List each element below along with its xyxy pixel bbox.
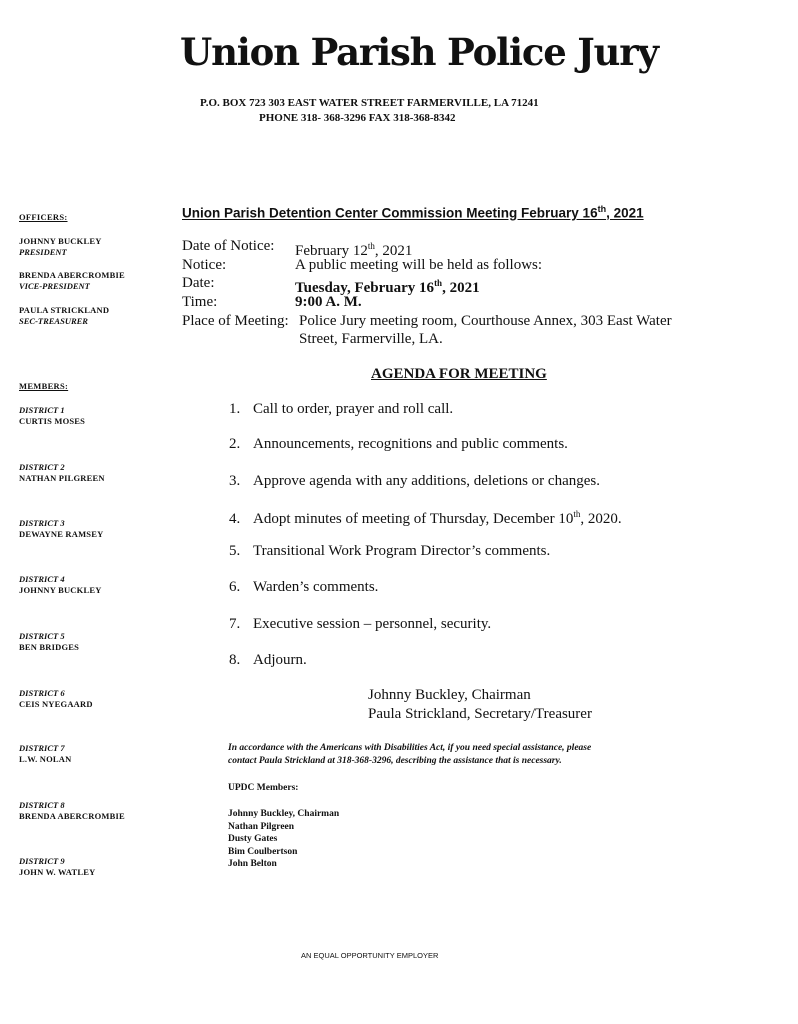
member-name: BRENDA ABERCROMBIE: [19, 811, 125, 821]
agenda-item-number: 6.: [229, 579, 241, 595]
agenda-item-text-end: , 2020.: [580, 511, 622, 527]
updc-member-list: [228, 808, 339, 871]
agenda-item-number: 1.: [229, 401, 241, 417]
agenda-heading: AGENDA FOR MEETING: [371, 366, 547, 382]
date-of-notice-label: Date of Notice:: [182, 238, 275, 254]
agenda-item-number: 2.: [229, 436, 241, 452]
date-of-notice-main: February 12: [295, 243, 368, 259]
agenda-item: [229, 543, 550, 560]
agenda-item-text: Approve agenda with any additions, deletions or changes.: [253, 473, 600, 489]
agenda-item-text: Executive session – personnel, security.: [253, 616, 492, 632]
member-district-7: [19, 743, 71, 765]
updc-member: Johnny Buckley, Chairman: [228, 809, 340, 819]
member-name: DEWAYNE RAMSEY: [19, 529, 104, 539]
member-district-5: [19, 631, 79, 653]
agenda-item: [229, 616, 491, 633]
meeting-title: [182, 204, 644, 221]
officer-sec-treasurer: [19, 305, 109, 327]
agenda-item-number: 4.: [229, 511, 241, 527]
district-label: DISTRICT 6: [19, 688, 65, 698]
updc-member: Bim Coulbertson: [228, 846, 298, 857]
date-of-notice-end: , 2021: [374, 243, 413, 259]
member-name: BEN BRIDGES: [19, 642, 80, 652]
date-sup: th: [434, 278, 443, 288]
agenda-item: [229, 401, 453, 418]
member-name: CURTIS MOSES: [19, 416, 86, 426]
district-label: DISTRICT 8: [19, 800, 65, 810]
member-district-6: [19, 688, 93, 710]
ada-notice-line-1: In accordance with the Americans with Disabilities Act, if you need special assistance, please: [228, 743, 592, 753]
agenda-item-text: Announcements, recognitions and public comments.: [253, 436, 568, 452]
time-label: Time:: [182, 294, 218, 310]
time-value: 9:00 A. M.: [295, 294, 362, 310]
district-label: DISTRICT 5: [19, 631, 65, 641]
officer-role: PRESIDENT: [19, 247, 67, 257]
district-label: DISTRICT 7: [19, 743, 65, 753]
signature-chairman: Johnny Buckley, Chairman: [368, 687, 531, 703]
agenda-item: [229, 436, 568, 453]
updc-member: Nathan Pilgreen: [228, 821, 295, 832]
updc-member: John Belton: [228, 859, 277, 869]
agenda-item-text: Adjourn.: [253, 652, 307, 668]
date-label: Date:: [182, 275, 215, 291]
agenda-item-text: Call to order, prayer and roll call.: [253, 401, 454, 417]
district-label: DISTRICT 1: [19, 405, 65, 415]
signature-secretary: Paula Strickland, Secretary/Treasurer: [368, 706, 592, 722]
member-district-8: [19, 800, 125, 822]
place-line-2: Street, Farmerville, LA.: [299, 331, 443, 347]
agenda-item-number: 3.: [229, 473, 241, 489]
officer-president: [19, 236, 102, 258]
agenda-item: [229, 473, 600, 490]
updc-heading: UPDC Members:: [228, 783, 299, 793]
updc-member: Dusty Gates: [228, 834, 278, 844]
district-label: DISTRICT 9: [19, 856, 65, 866]
footer-equal-opportunity: AN EQUAL OPPORTUNITY EMPLOYER: [301, 951, 439, 960]
district-label: DISTRICT 2: [19, 462, 65, 472]
letterhead-phone: PHONE 318- 368-3296 FAX 318-368-8342: [259, 112, 456, 124]
agenda-item-sup: th: [573, 509, 581, 519]
meeting-title-main: Union Parish Detention Center Commission Meeting February 16: [182, 205, 598, 221]
officers-heading: OFFICERS:: [19, 212, 68, 222]
agenda-item-number: 5.: [229, 543, 241, 559]
member-name: JOHNNY BUCKLEY: [19, 585, 102, 595]
member-name: L.W. NOLAN: [19, 754, 72, 764]
member-name: NATHAN PILGREEN: [19, 473, 105, 483]
agenda-item-number: 7.: [229, 616, 241, 632]
officer-vice-president: [19, 270, 125, 292]
member-name: CEIS NYEGAARD: [19, 699, 93, 709]
district-label: DISTRICT 4: [19, 574, 65, 584]
place-label: Place of Meeting:: [182, 313, 289, 329]
meeting-title-sup: th: [597, 204, 607, 214]
date-end: , 2021: [442, 280, 480, 296]
ada-notice-line-2: contact Paula Strickland at 318-368-3296, describing the assistance that is necessary.: [228, 756, 562, 766]
member-district-9: [19, 856, 95, 878]
agenda-item: [229, 509, 622, 528]
officer-name: JOHNNY BUCKLEY: [19, 236, 102, 246]
date-of-notice-sup: th: [367, 241, 375, 251]
officer-name: PAULA STRICKLAND: [19, 305, 110, 315]
member-district-2: [19, 462, 105, 484]
officer-role: SEC-TREASURER: [19, 316, 88, 326]
agenda-item: [229, 652, 307, 669]
letterhead-address: P.O. BOX 723 303 EAST WATER STREET FARMERVILLE, LA 71241: [200, 97, 539, 109]
member-district-1: [19, 405, 85, 427]
members-heading: MEMBERS:: [19, 381, 69, 391]
member-district-4: [19, 574, 102, 596]
agenda-item-text: Warden’s comments.: [253, 579, 379, 595]
agenda-item-text: Transitional Work Program Director’s comments.: [253, 543, 551, 559]
district-label: DISTRICT 3: [19, 518, 65, 528]
agenda-item-text: Adopt minutes of meeting of Thursday, December 10: [253, 511, 574, 527]
notice-value: A public meeting will be held as follows:: [295, 257, 543, 273]
place-line-1: Police Jury meeting room, Courthouse Annex, 303 East Water: [299, 313, 672, 329]
date-main: Tuesday, February 16: [295, 280, 435, 296]
meeting-title-end: , 2021: [606, 205, 644, 221]
member-name: JOHN W. WATLEY: [19, 867, 96, 877]
notice-label: Notice:: [182, 257, 227, 273]
officer-role: VICE-PRESIDENT: [19, 281, 90, 291]
letterhead-title: Union Parish Police Jury: [180, 30, 658, 74]
agenda-item-number: 8.: [229, 652, 241, 668]
officer-name: BRENDA ABERCROMBIE: [19, 270, 125, 280]
member-district-3: [19, 518, 103, 540]
agenda-item: [229, 579, 378, 596]
